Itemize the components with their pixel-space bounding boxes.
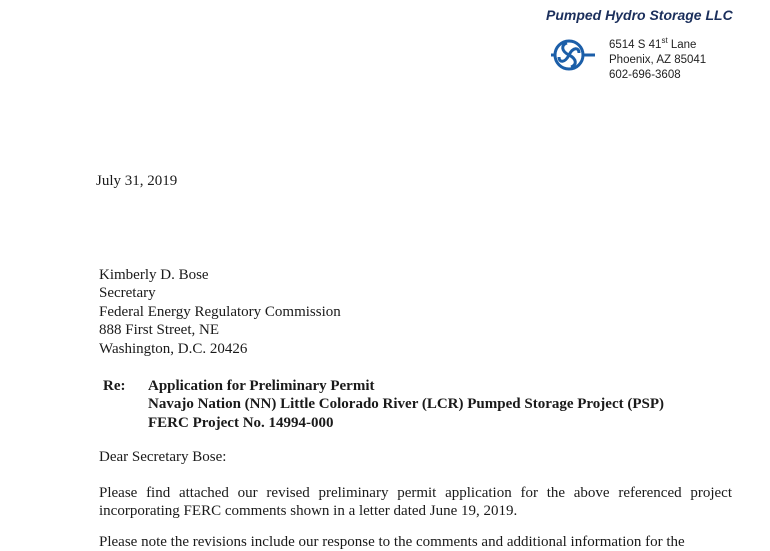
recipient-block (99, 266, 341, 358)
letter-date: July 31, 2019 (96, 173, 178, 189)
recipient-name: Kimberly D. Bose (99, 267, 209, 283)
subject-label: Re: (103, 378, 126, 394)
company-name: Pumped Hydro Storage LLC (546, 7, 733, 23)
recipient-organization: Federal Energy Regulatory Commission (99, 303, 341, 320)
recipient-title: Secretary (99, 285, 156, 302)
company-logo-icon (549, 35, 597, 75)
subject-line-project: Navajo Nation (NN) Little Colorado River (LCR) Pumped Storage Project (PSP) (148, 396, 665, 413)
body-paragraph-1: Please find attached our revised preliminary permit application for the above referenced project incorporating FERC comments shown in a letter dated June 19, 2019. (99, 485, 732, 520)
address-city: Phoenix, AZ 85041 (609, 53, 707, 66)
body-paragraph-2: Please note the revisions include our response to the comments and additional information for the (99, 534, 685, 550)
recipient-street: 888 First Street, NE (99, 322, 219, 339)
company-address (609, 33, 706, 83)
address-street: 6514 S 41st Lane (609, 36, 697, 51)
recipient-city: Washington, D.C. 20426 (99, 340, 248, 357)
subject-line-ferc-number: FERC Project No. 14994-000 (148, 414, 334, 431)
subject-line-application: Application for Preliminary Permit (148, 378, 375, 394)
salutation: Dear Secretary Bose: (99, 449, 227, 465)
address-phone: 602-696-3608 (609, 68, 681, 81)
